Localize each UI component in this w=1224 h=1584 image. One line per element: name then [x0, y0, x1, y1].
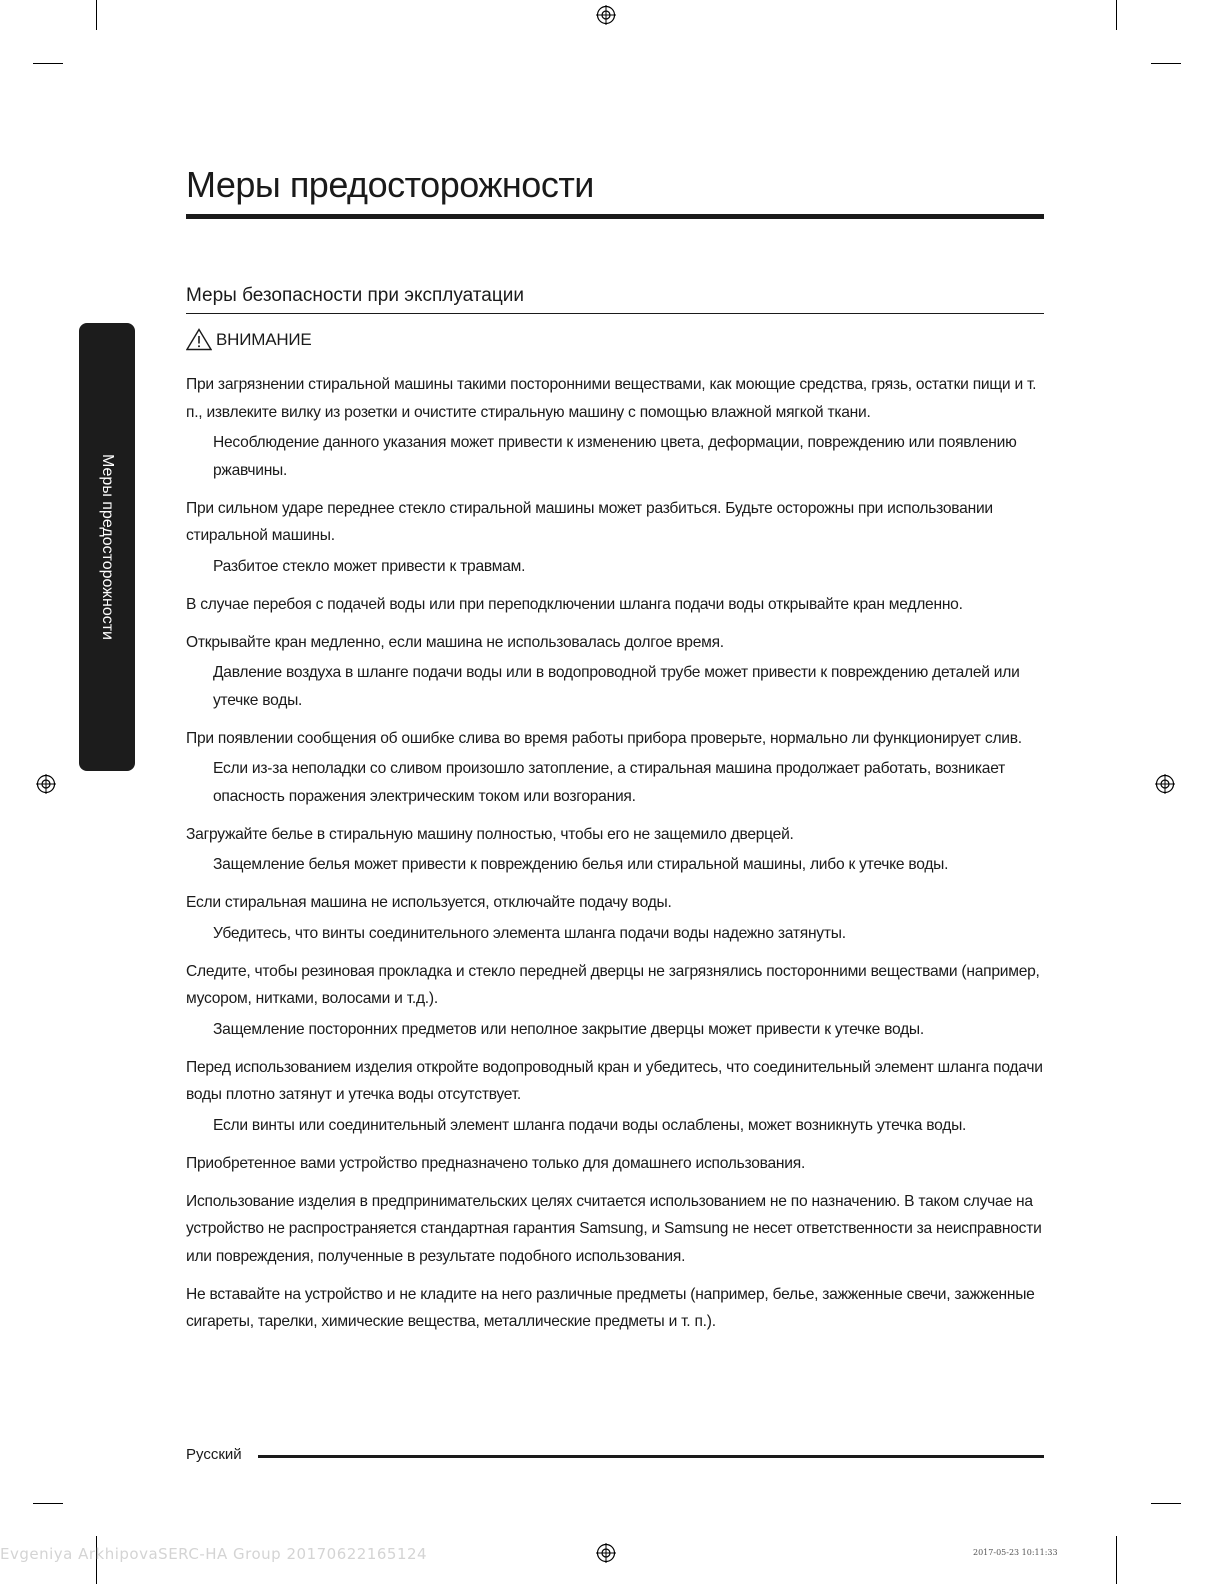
side-tab-label: Меры предосторожности — [99, 454, 116, 640]
consequence-paragraph: Если винты или соединительный элемент шланга подачи воды ослаблены, может возникнуть утечка воды. — [213, 1116, 967, 1134]
consequence-paragraph: Убедитесь, что винты соединительного элемента шланга подачи воды надежно затянуты. — [213, 924, 846, 942]
instruction-paragraph: Если стиральная машина не используется, отключайте подачу воды. — [186, 894, 672, 911]
instruction-paragraph: Не вставайте на устройство и не кладите на него различные предметы (например, белье, зажженные свечи, зажженные сигареты, тарелки, химические вещества, металлические предметы и т. п.). — [186, 1285, 1035, 1330]
consequence-paragraph: Защемление посторонних предметов или неполное закрытие дверцы может привести к утечке воды. — [213, 1020, 924, 1038]
instruction-paragraph: Перед использованием изделия откройте водопроводный кран и убедитесь, что соединительный элемент шланга подачи воды плотно затянут и утечка воды отсутствует. — [186, 1058, 1043, 1103]
crop-mark — [1116, 0, 1117, 30]
instruction-paragraph: При появлении сообщения об ошибке слива во время работы прибора проверьте, нормально ли функционирует слив. — [186, 729, 1022, 747]
registration-mark-icon — [596, 5, 616, 25]
consequence-paragraph: Разбитое стекло может привести к травмам. — [213, 557, 526, 575]
consequence-paragraph: Защемление белья может привести к повреждению белья или стиральной машины, либо к утечке воды. — [213, 856, 949, 873]
registration-mark-icon — [36, 774, 56, 794]
print-slug: Evgeniya ArkhipovaSERC-HA Group 20170622165124 — [0, 1545, 428, 1563]
consequence-paragraph: Несоблюдение данного указания может привести к изменению цвета, деформации, повреждению или появлению ржавчины. — [213, 434, 1017, 479]
instruction-paragraph: Использование изделия в предпринимательских целях считается использованием не по назначению. В таком случае на устройство не распространяется стандартная гарантия Samsung, и Samsung не несет ответственности за неисправности или повреждения, полученные в результате подобного использования. — [186, 1192, 1042, 1265]
warning-heading — [186, 328, 312, 351]
instruction-paragraph: Загружайте белье в стиральную машину полностью, чтобы его не защемило дверцей. — [186, 825, 794, 843]
title-divider — [186, 214, 1044, 219]
crop-mark — [96, 0, 97, 30]
section-divider — [186, 313, 1044, 314]
footer-divider — [258, 1455, 1044, 1458]
warning-triangle-icon — [186, 328, 212, 351]
instruction-paragraph: При сильном ударе переднее стекло стиральной машины может разбиться. Будьте осторожны при использовании стиральной машины. — [186, 499, 993, 544]
instruction-paragraph: При загрязнении стиральной машины такими посторонними веществами, как моющие средства, грязь, остатки пищи и т. п., извлеките вилку из розетки и очистите стиральную машину с помощью влажной мягкой ткани. — [186, 376, 1037, 421]
warning-label: ВНИМАНИЕ — [216, 329, 312, 349]
instruction-paragraph: Приобретенное вами устройство предназначено только для домашнего использования. — [186, 1154, 806, 1172]
side-chapter-tab — [79, 323, 135, 771]
registration-mark-icon — [1155, 774, 1175, 794]
instruction-paragraph: Следите, чтобы резиновая прокладка и стекло передней дверцы не загрязнялись посторонними веществами (например, мусором, нитками, волосами и т.д.). — [186, 962, 1040, 1007]
crop-mark — [1116, 1536, 1117, 1584]
safety-content — [186, 371, 1048, 1346]
instruction-paragraph: Открывайте кран медленно, если машина не использовалась долгое время. — [186, 633, 724, 651]
crop-mark — [1151, 1503, 1181, 1504]
crop-mark — [33, 63, 63, 64]
consequence-paragraph: Давление воздуха в шланге подачи воды или в водопроводной трубе может привести к повреждению деталей или утечке воды. — [213, 664, 1020, 709]
crop-mark — [33, 1503, 63, 1504]
footer-language: Русский — [186, 1446, 242, 1463]
instruction-paragraph: В случае перебоя с подачей воды или при переподключении шланга подачи воды открывайте кран медленно. — [186, 595, 963, 613]
consequence-paragraph: Если из-за неполадки со сливом произошло затопление, а стиральная машина продолжает работать, возникает опасность поражения электрическим током или возгорания. — [213, 760, 1006, 805]
print-timestamp: 2017-05-23 10:11:33 — [973, 1548, 1058, 1557]
section-title: Меры безопасности при эксплуатации — [186, 285, 524, 306]
registration-mark-icon — [596, 1543, 616, 1563]
crop-mark — [1151, 63, 1181, 64]
page-title: Меры предосторожности — [186, 164, 594, 205]
